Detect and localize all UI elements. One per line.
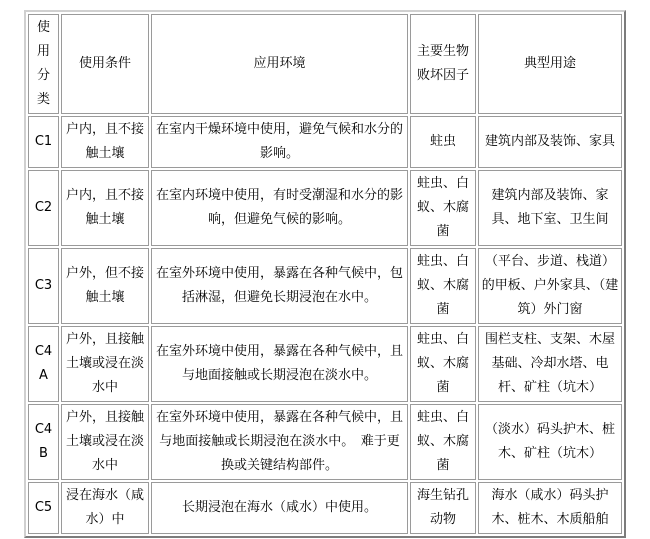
cell-uses: 围栏支柱、支架、木屋基础、冷却水塔、电杆、矿柱（坑木） xyxy=(478,326,622,402)
cell-uses: （平台、步道、栈道）的甲板、户外家具、（建筑）外门窗 xyxy=(478,248,622,324)
cell-uses: 建筑内部及装饰、家具、地下室、卫生间 xyxy=(478,170,622,246)
cell-classification: C2 xyxy=(28,170,59,246)
cell-biofactors: 蛀虫、白蚁、木腐菌 xyxy=(410,326,476,402)
cell-conditions: 户外，且接触土壤或浸在淡水中 xyxy=(61,404,149,480)
table-row-c4b xyxy=(28,404,622,480)
table-row-c2 xyxy=(28,170,622,246)
cell-uses: 建筑内部及装饰、家具 xyxy=(478,116,622,168)
cell-biofactors: 蛀虫、白蚁、木腐菌 xyxy=(410,170,476,246)
cell-environment: 在室外环境中使用，暴露在各种气候中，且与地面接触或长期浸泡在淡水中。 难于更换或关键结构部件。 xyxy=(151,404,408,480)
cell-conditions: 户外，但不接触土壤 xyxy=(61,248,149,324)
cell-classification: C4A xyxy=(28,326,59,402)
cell-classification: C4B xyxy=(28,404,59,480)
header-cell-biofactors: 主要生物败坏因子 xyxy=(410,14,476,114)
header-row xyxy=(28,14,622,114)
table-row-c1 xyxy=(28,116,622,168)
cell-uses: 海水（咸水）码头护木、桩木、木质船舶 xyxy=(478,482,622,534)
table-row-c4a xyxy=(28,326,622,402)
header-cell-uses: 典型用途 xyxy=(478,14,622,114)
table-row-c3 xyxy=(28,248,622,324)
cell-biofactors: 蛀虫、白蚁、木腐菌 xyxy=(410,248,476,324)
cell-conditions: 户内，且不接触土壤 xyxy=(61,116,149,168)
cell-classification: C1 xyxy=(28,116,59,168)
cell-environment: 在室外环境中使用，暴露在各种气候中，且与地面接触或长期浸泡在淡水中。 xyxy=(151,326,408,402)
table-row-c5 xyxy=(28,482,622,534)
cell-biofactors: 海生钻孔动物 xyxy=(410,482,476,534)
wood-use-classification-table xyxy=(24,10,626,538)
cell-environment: 在室内干燥环境中使用，避免气候和水分的影响。 xyxy=(151,116,408,168)
cell-environment: 在室内环境中使用，有时受潮湿和水分的影响，但避免气候的影响。 xyxy=(151,170,408,246)
header-cell-conditions: 使用条件 xyxy=(61,14,149,114)
cell-biofactors: 蛀虫 xyxy=(410,116,476,168)
header-cell-classification: 使用分类 xyxy=(28,14,59,114)
cell-conditions: 浸在海水（咸水）中 xyxy=(61,482,149,534)
header-cell-environment: 应用环境 xyxy=(151,14,408,114)
cell-classification: C3 xyxy=(28,248,59,324)
cell-uses: （淡水）码头护木、桩木、矿柱（坑木） xyxy=(478,404,622,480)
cell-conditions: 户内，且不接触土壤 xyxy=(61,170,149,246)
cell-environment: 在室外环境中使用，暴露在各种气候中，包括淋湿，但避免长期浸泡在水中。 xyxy=(151,248,408,324)
cell-biofactors: 蛀虫、白蚁、木腐菌 xyxy=(410,404,476,480)
cell-classification: C5 xyxy=(28,482,59,534)
cell-environment: 长期浸泡在海水（咸水）中使用。 xyxy=(151,482,408,534)
cell-conditions: 户外，且接触土壤或浸在淡水中 xyxy=(61,326,149,402)
